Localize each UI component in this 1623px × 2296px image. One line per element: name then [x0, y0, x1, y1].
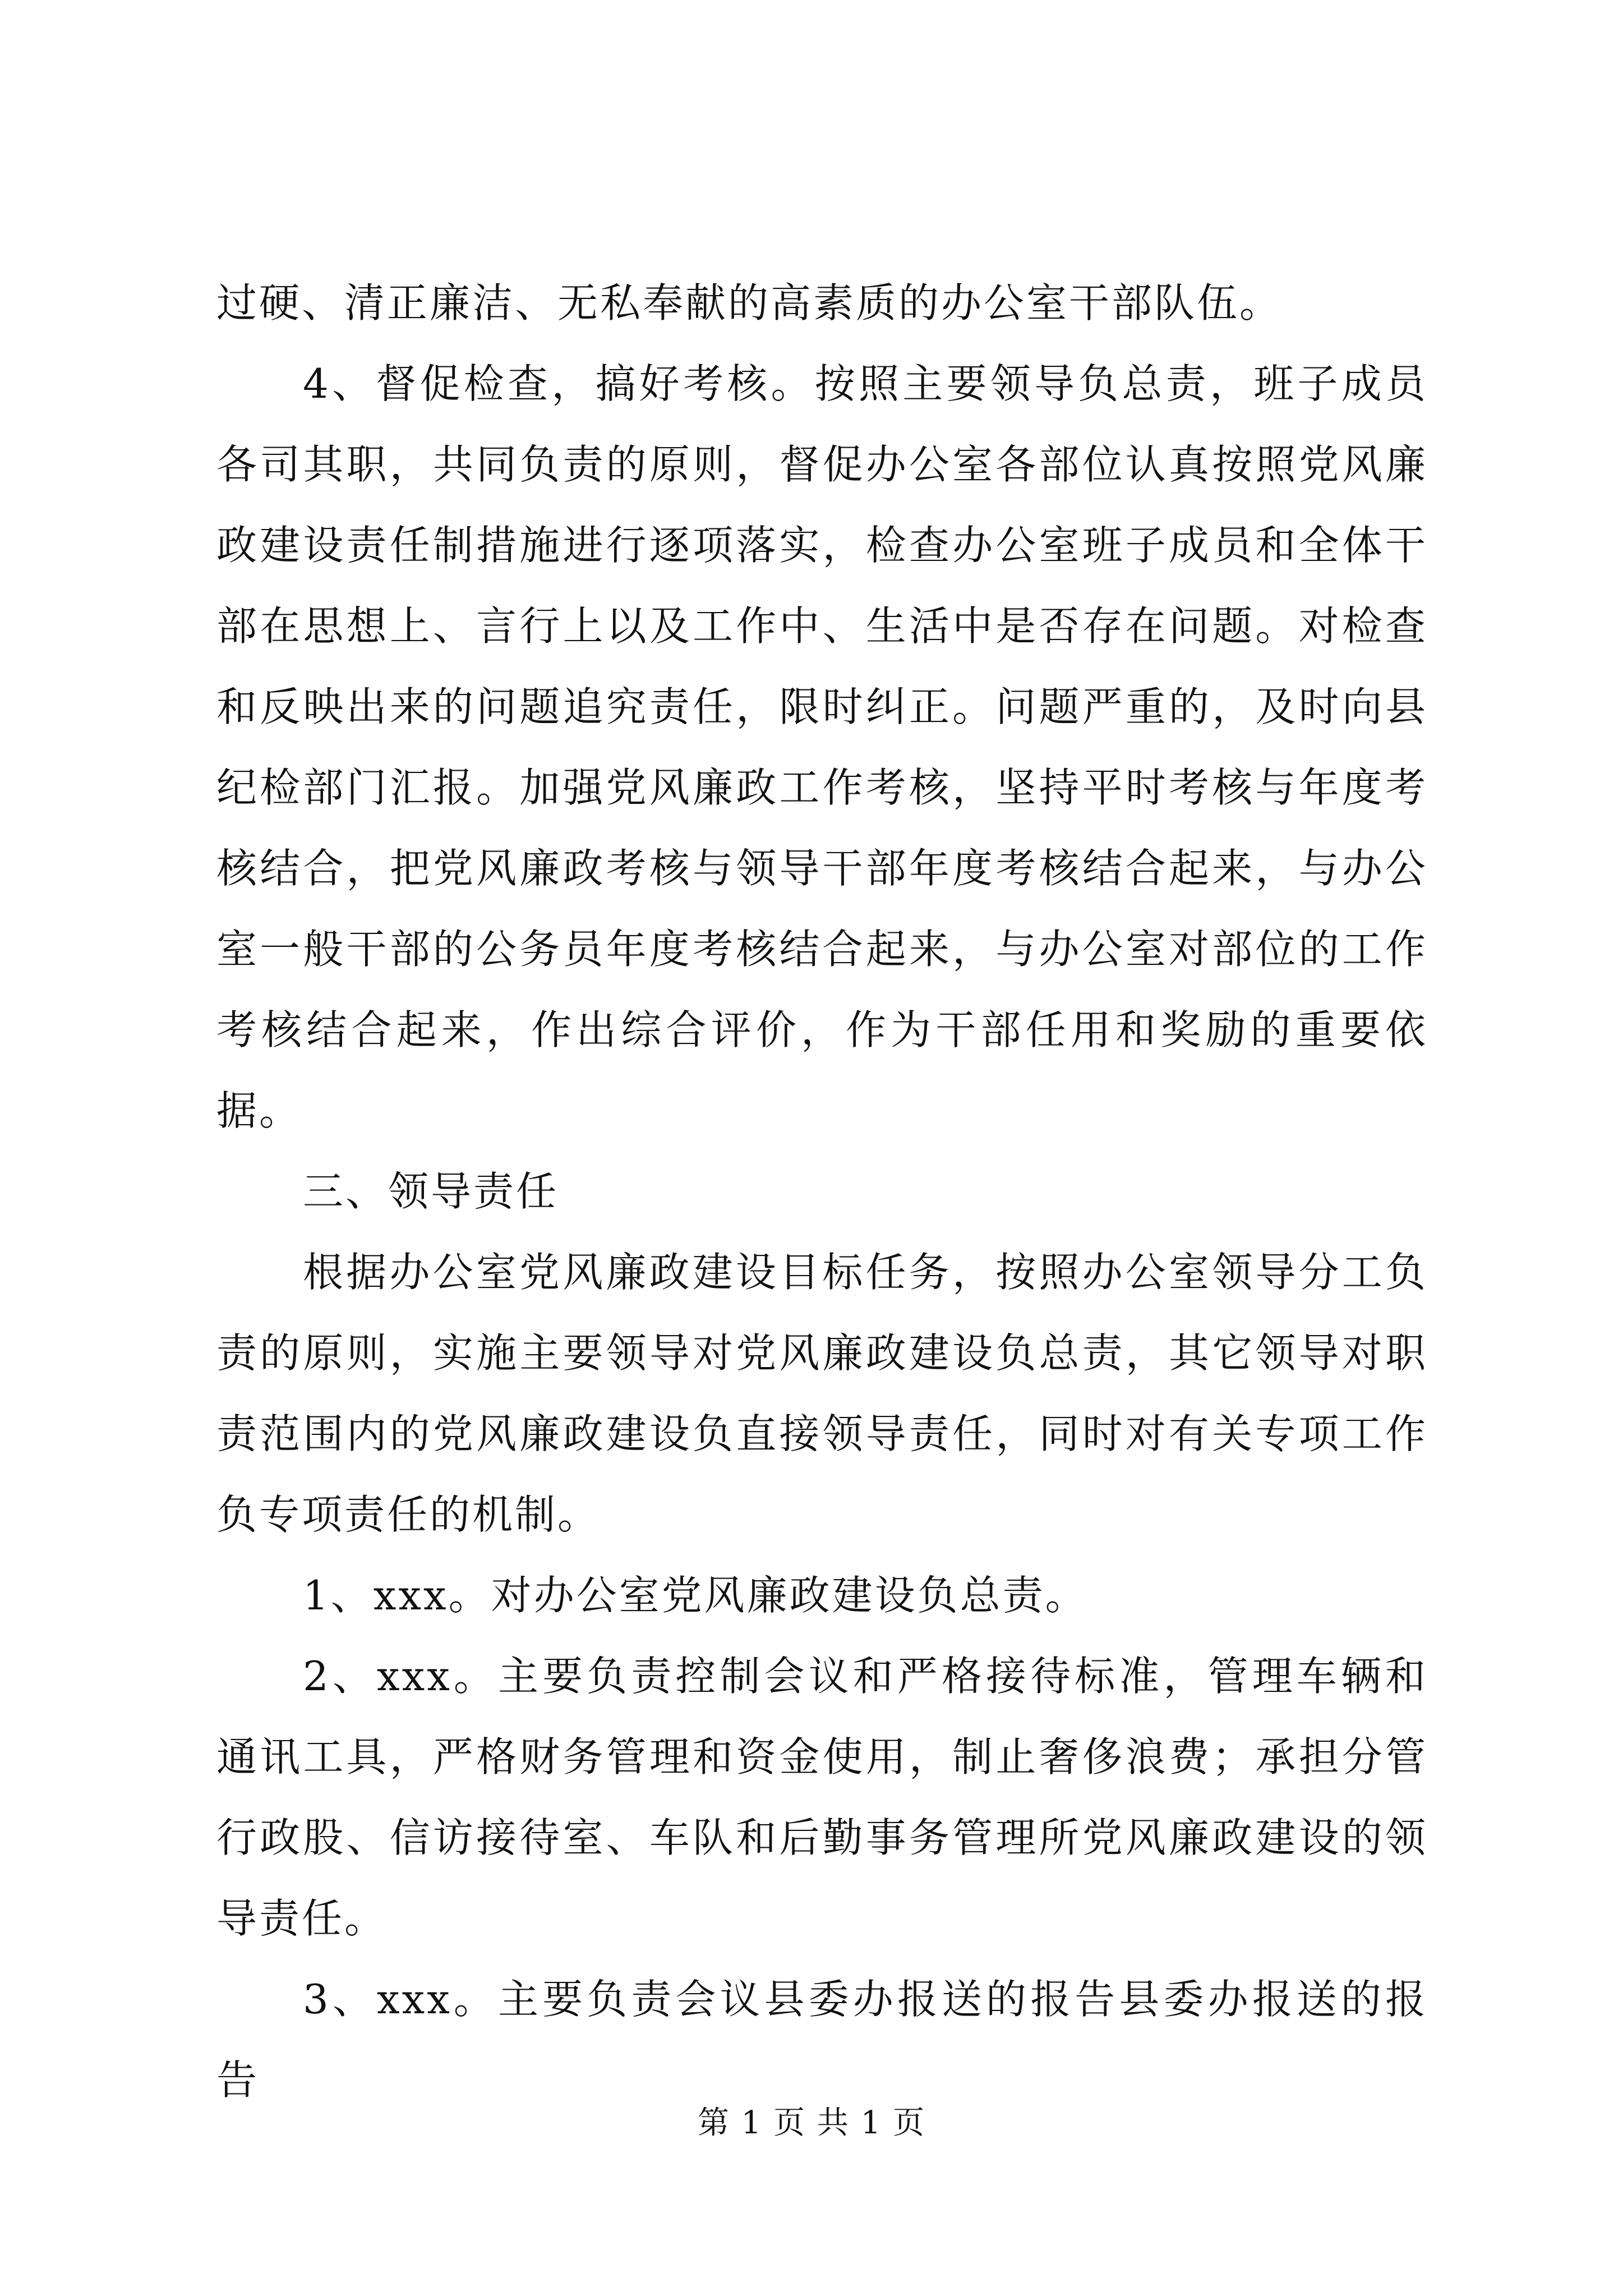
paragraph-leadership-intro: 根据办公室党风廉政建设目标任务，按照办公室领导分工负责的原则，实施主要领导对党风廉政建设负总责，其它领导对职责范围内的党风廉政建设负直接领导责任，同时对有关专项工作负专项责任的机制。	[216, 1249, 1428, 1538]
paragraph-item-1: 1、xxx。对办公室党风廉政建设负总责。	[303, 1572, 1088, 1619]
paragraph-item-3: 3、xxx。主要负责会议县委办报送的报告县委办报送的报告	[216, 1976, 1428, 2104]
paragraph-continuation: 过硬、清正廉洁、无私奉献的高素质的办公室干部队伍。	[216, 279, 1283, 326]
section-heading-leadership: 三、领导责任	[303, 1168, 559, 1215]
page-number-footer: 第 1 页 共 1 页	[697, 2105, 926, 2141]
paragraph-item-2: 2、xxx。主要负责控制会议和严格接待标准，管理车辆和通讯工具，严格财务管理和资金使用，制止奢侈浪费；承担分管行政股、信访接待室、车队和后勤事务管理所党风廉政建设的领导责任。	[216, 1653, 1428, 1942]
paragraph-item-4-supervision: 4、督促检查，搞好考核。按照主要领导负总责，班子成员各司其职，共同负责的原则，督促办公室各部位认真按照党风廉政建设责任制措施进行逐项落实，检查办公室班子成员和全体干部在思想上、言行上以及工作中、生活中是否存在问题。对检查和反映出来的问题追究责任，限时纠正。问题严重的，及时向县纪检部门汇报。加强党风廉政工作考核，坚持平时考核与年度考核结合，把党风廉政考核与领导干部年度考核结合起来，与办公室一般干部的公务员年度考核结合起来，与办公室对部位的工作考核结合起来，作出综合评价，作为干部任用和奖励的重要依据。	[216, 360, 1428, 1134]
document-body	[216, 263, 1428, 2120]
